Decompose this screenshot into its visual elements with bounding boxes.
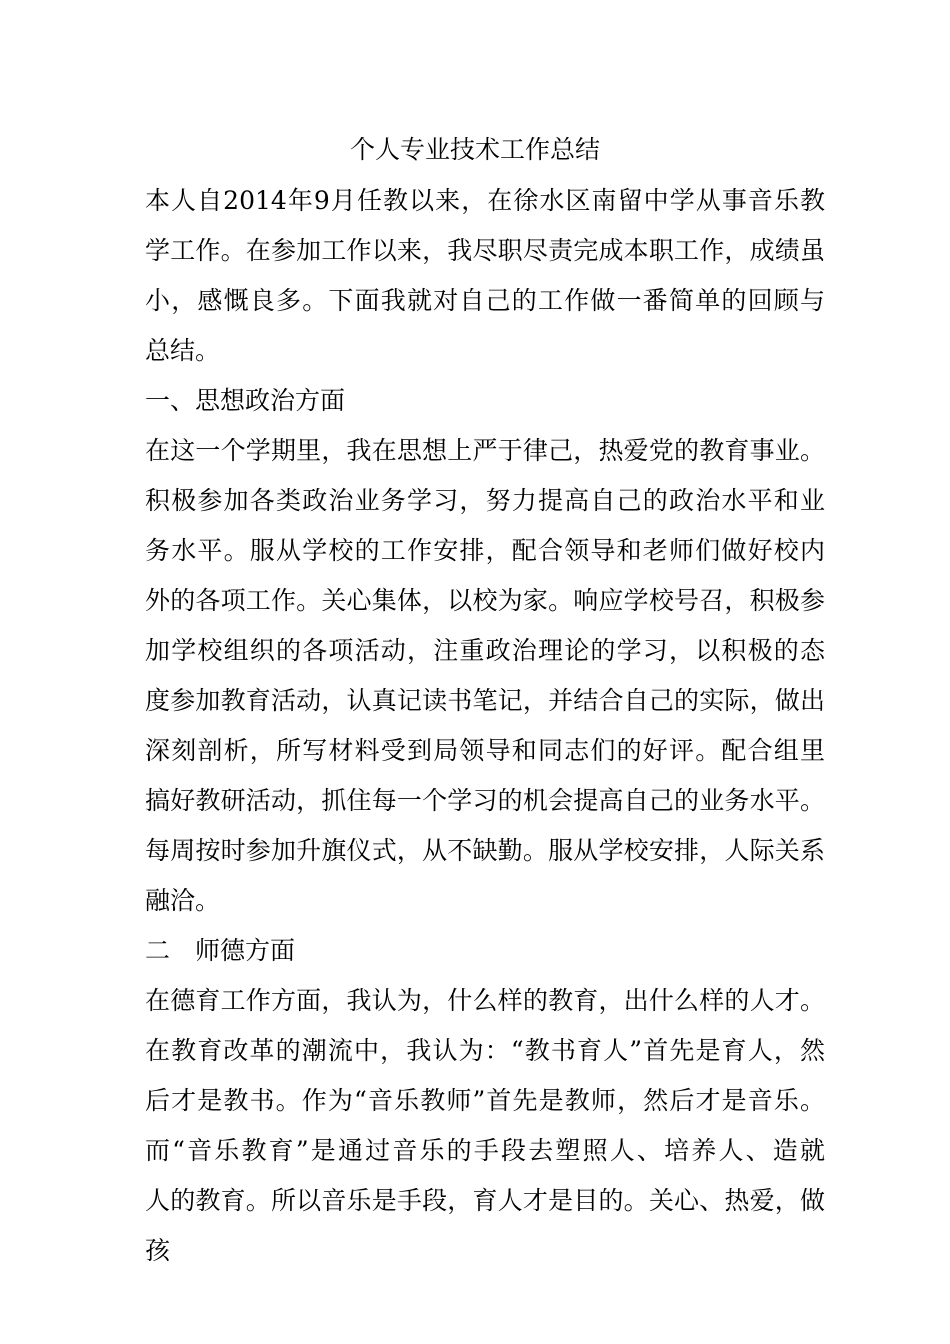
paragraph-line: 外的各项工作。关心集体，以校为家。响应学校号召，积极参: [145, 586, 825, 615]
paragraph-line: 融洽。: [145, 886, 221, 915]
paragraph-line: 每周按时参加升旗仪式，从不缺勤。服从学校安排，人际关系: [145, 836, 825, 865]
document-title: 个人专业技术工作总结: [349, 135, 600, 164]
document-body: [145, 176, 825, 1265]
paragraph-line: 在这一个学期里，我在思想上严于律己，热爱党的教育事业。: [145, 436, 825, 465]
section-heading: 一、思想政治方面: [145, 386, 346, 415]
paragraph-line: 而“音乐教育”是通过音乐的手段去塑照人、培养人、造就: [145, 1136, 825, 1165]
paragraph-line: 在教育改革的潮流中，我认为：“教书育人”首先是育人，然: [145, 1036, 825, 1065]
paragraph-line: 人的教育。所以音乐是手段，育人才是目的。关心、热爱，做孩: [145, 1186, 825, 1265]
paragraph-line: 度参加教育活动，认真记读书笔记，并结合自己的实际，做出: [145, 686, 825, 715]
paragraph-line: 总结。: [145, 336, 221, 365]
paragraph-line: 本人自2014年9月任教以来，在徐水区南留中学从事音乐教: [145, 186, 825, 215]
paragraph-line: 小，感慨良多。下面我就对自己的工作做一番简单的回顾与: [145, 286, 825, 315]
paragraph-line: 积极参加各类政治业务学习，努力提高自己的政治水平和业: [145, 486, 825, 515]
paragraph-line: 搞好教研活动，抓住每一个学习的机会提高自己的业务水平。: [145, 786, 825, 815]
paragraph-line: 务水平。服从学校的工作安排，配合领导和老师们做好校内: [145, 536, 825, 565]
paragraph-line: 在德育工作方面，我认为，什么样的教育，出什么样的人才。: [145, 986, 825, 1015]
paragraph-line: 后才是教书。作为“音乐教师”首先是教师，然后才是音乐。: [145, 1086, 825, 1115]
section-heading: 二 师德方面: [145, 936, 296, 965]
paragraph-line: 深刻剖析，所写材料受到局领导和同志们的好评。配合组里: [145, 736, 825, 765]
paragraph-line: 学工作。在参加工作以来，我尽职尽责完成本职工作，成绩虽: [145, 236, 825, 265]
paragraph-line: 加学校组织的各项活动，注重政治理论的学习，以积极的态: [145, 636, 825, 665]
